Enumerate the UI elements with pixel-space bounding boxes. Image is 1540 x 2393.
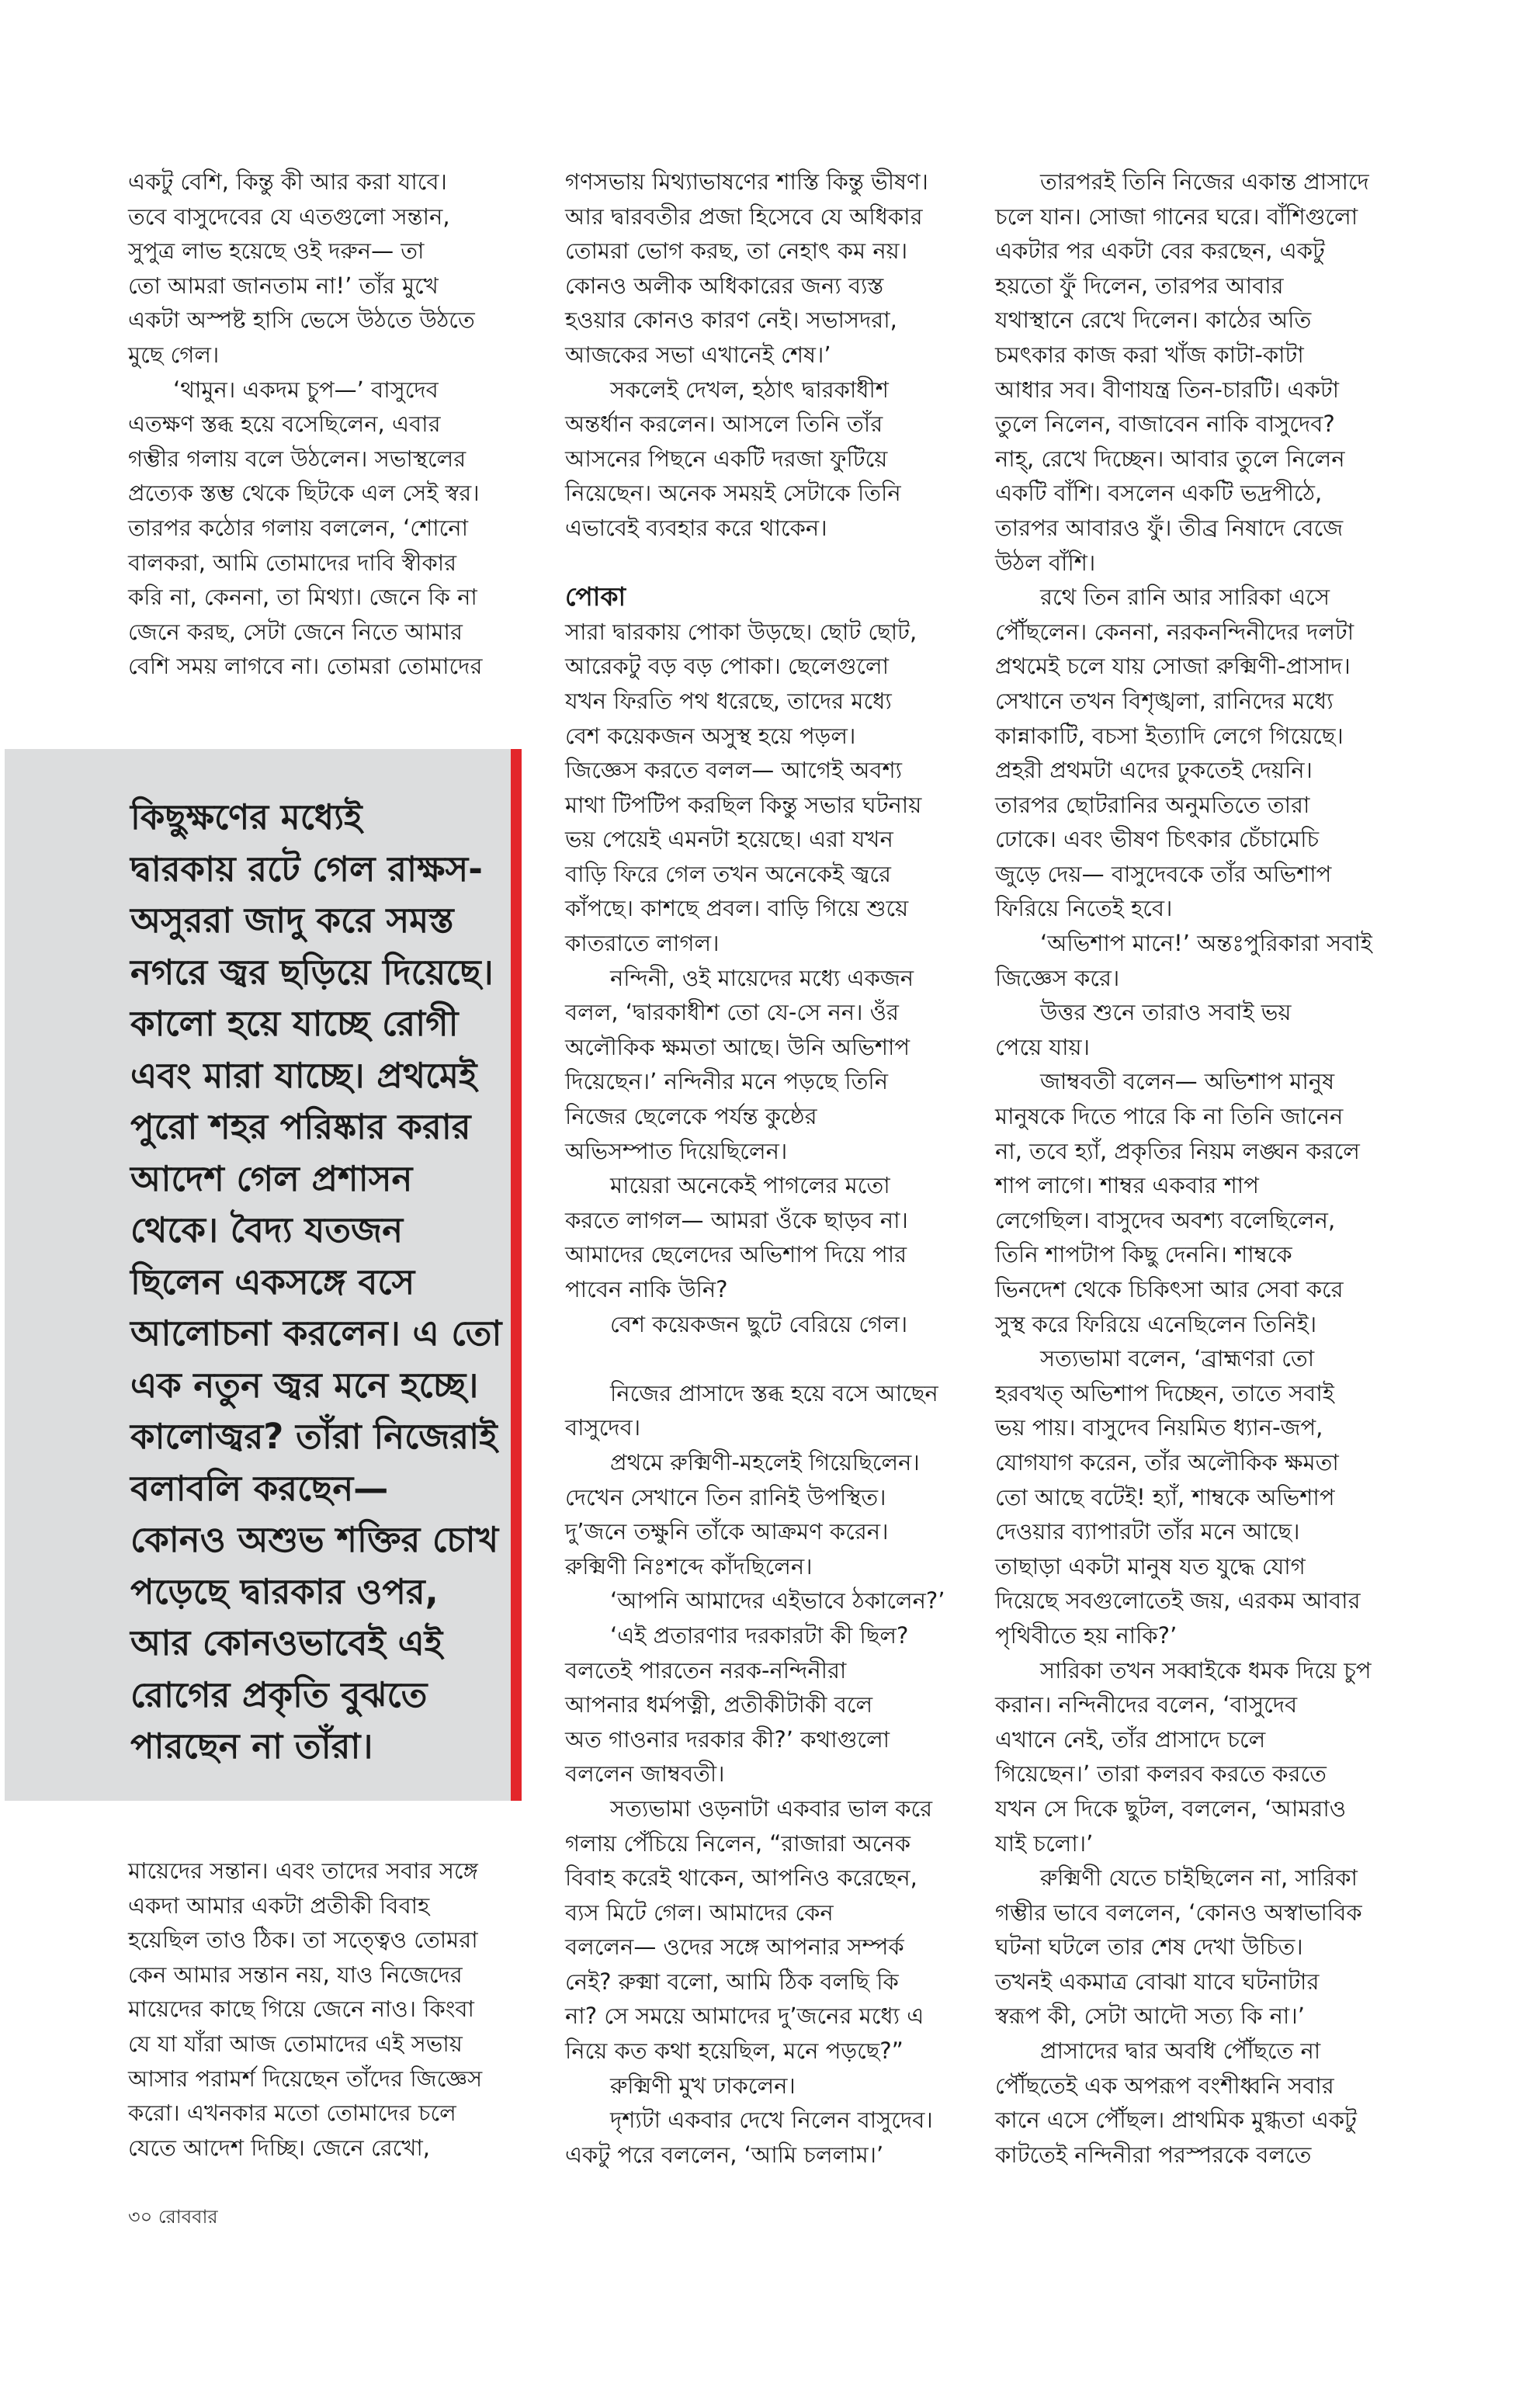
text-line: তুলে নিলেন, বাজাবেন নাকি বাসুদেব? — [995, 411, 1335, 438]
text-line: অত গাওনার দরকার কী?’ কথাগুলো — [565, 1725, 890, 1753]
page-number: ৩০ — [128, 2206, 153, 2228]
text-line: পুরো শহর পরিষ্কার করার — [130, 1106, 471, 1147]
text-line: জুড়ে দেয়— বাসুদেবকে তাঁর অভিশাপ — [995, 860, 1332, 887]
text-line: আদেশ গেল প্রশাসন — [130, 1157, 413, 1199]
text-line: বালকরা, আমি তোমাদের দাবি স্বীকার — [128, 549, 457, 576]
text-line: সকলেই দেখল, হঠাৎ দ্বারকাধীশ — [610, 376, 889, 403]
text-line: ঢোকে। এবং ভীষণ চিৎকার চেঁচামেচি — [995, 826, 1320, 853]
blank-line — [565, 546, 969, 581]
text-line: আসনের পিছনে একটি দরজা ফুটিয়ে — [565, 445, 888, 472]
text-line: পৌঁছলেন। কেননা, নরকনন্দিনীদের দলটা — [995, 618, 1354, 645]
text-line: হরবখত্ অভিশাপ দিচ্ছেন, তাতে সবাই — [995, 1379, 1334, 1406]
text-line: তো আছে বটেই! হ্যাঁ, শাম্বকে অভিশাপ — [995, 1483, 1335, 1510]
magazine-name: রোববার — [158, 2206, 218, 2228]
text-line: ‘আপনি আমাদের এইভাবে ঠকালেন?’ — [610, 1587, 945, 1614]
text-line: তোমরা ভোগ করছ, তা নেহাৎ কম নয়। — [565, 238, 908, 265]
text-line: ‘অভিশাপ মানে!’ অন্তঃপুরিকারা সবাই — [1040, 930, 1372, 957]
text-line: বাসুদেব। — [565, 1414, 641, 1441]
text-line: কানে এসে পৌঁছল। প্রাথমিক মুগ্ধতা একটু — [995, 2107, 1357, 2134]
text-line: প্রথমে রুক্মিণী-মহলেই গিয়েছিলেন। — [610, 1448, 920, 1476]
text-line: দিয়েছেন।’ নন্দিনীর মনে পড়ছে তিনি — [565, 1068, 889, 1095]
text-line: সত্যভামা ওড়নাটা একবার ভাল করে — [610, 1795, 933, 1822]
text-line: জিজ্ঞেস করতে বলল— আগেই অবশ্য — [565, 757, 903, 784]
text-line: বলতেই পারতেন নরক-নন্দিনীরা — [565, 1656, 847, 1684]
pull-quote-accent-bar — [511, 749, 522, 1801]
text-line: নেই? রুক্মা বলো, আমি ঠিক বলছি কি — [565, 1968, 899, 1995]
text-line: গিয়েছেন।’ তারা কলরব করতে করতে — [995, 1760, 1327, 1788]
text-line: সুস্থ করে ফিরিয়ে এনেছিলেন তিনিই। — [995, 1310, 1317, 1337]
text-line: অলৌকিক ক্ষমতা আছে। উনি অভিশাপ — [565, 1033, 910, 1060]
text-line: কাঁপছে। কাশছে প্রবল। বাড়ি গিয়ে শুয়ে — [565, 895, 909, 922]
text-line: তারপর আবারও ফুঁ। তীব্র নিষাদে বেজে — [995, 514, 1344, 541]
text-line: বেশ কয়েকজন অসুস্থ হয়ে পড়ল। — [565, 722, 856, 749]
text-line: কোনও অশুভ শক্তির চোখ — [130, 1519, 499, 1560]
text-line: স্বরূপ কী, সেটা আদৌ সত্য কি না।’ — [995, 2003, 1305, 2030]
text-line: নিজের প্রাসাদে স্তব্ধ হয়ে বসে আছেন — [610, 1379, 938, 1406]
text-line: বেশি সময় লাগবে না। তোমরা তোমাদের — [128, 653, 483, 680]
text-line: পড়েছে দ্বারকার ওপর, — [130, 1570, 439, 1612]
text-line: ‘এই প্রতারণার দরকারটা কী ছিল? — [610, 1621, 909, 1649]
text-line: বললেন— ওদের সঙ্গে আপনার সম্পর্ক — [565, 1933, 904, 1961]
text-line: পাবেন নাকি উনি? — [565, 1276, 728, 1302]
text-line: গম্ভীর গলায় বলে উঠলেন। সভাস্থলের — [128, 445, 467, 472]
text-line: দিয়েছে সবগুলোতেই জয়, এরকম আবার — [995, 1587, 1361, 1614]
text-line: যে যা যাঁরা আজ তোমাদের এই সভায় — [128, 2030, 463, 2057]
text-line: জাম্ববতী বলেন— অভিশাপ মানুষ — [1040, 1068, 1335, 1095]
text-line: বললেন জাম্ববতী। — [565, 1760, 725, 1788]
page-footer — [128, 2203, 218, 2234]
text-line: করান। নন্দিনীদের বলেন, ‘বাসুদেব — [995, 1691, 1298, 1718]
text-line: প্রথমেই চলে যায় সোজা রুক্মিণী-প্রাসাদ। — [995, 653, 1351, 680]
text-line: বেশ কয়েকজন ছুটে বেরিয়ে গেল। — [610, 1310, 908, 1337]
text-line: আলোচনা করলেন। এ তো — [130, 1313, 502, 1354]
text-line: রুক্মিণী নিঃশব্দে কাঁদছিলেন। — [565, 1552, 813, 1580]
text-line: হয়তো ফুঁ দিলেন, তারপর আবার — [995, 272, 1284, 299]
text-line: ফিরিয়ে নিতেই হবে। — [995, 895, 1173, 922]
text-line: গণসভায় মিথ্যাভাষণের শাস্তি কিন্তু ভীষণ। — [565, 168, 928, 195]
text-line: যেতে আদেশ দিচ্ছি। জেনে রেখো, — [128, 2134, 431, 2161]
text-line: নগরে জ্বর ছড়িয়ে দিয়েছে। — [130, 951, 494, 993]
column-1-top — [128, 165, 532, 684]
text-line: কেন আমার সন্তান নয়, যাও নিজেদের — [128, 1961, 463, 1988]
text-line: দৃশ্যটা একবার দেখে নিলেন বাসুদেব। — [610, 2107, 933, 2134]
text-line: নিয়েছেন। অনেক সময়ই সেটাকে তিনি — [565, 480, 901, 507]
text-line: কালোজ্বর? তাঁরা নিজেরাই — [130, 1416, 498, 1457]
column-1-bottom — [128, 1854, 532, 2165]
text-line: রুক্মিণী যেতে চাইছিলেন না, সারিকা — [1040, 1864, 1358, 1892]
text-line: বাড়ি ফিরে গেল তখন অনেকেই জ্বরে — [565, 860, 891, 887]
text-line: গলায় পেঁচিয়ে নিলেন, “রাজারা অনেক — [565, 1829, 910, 1857]
text-line: মায়েরা অনেকেই পাগলের মতো — [610, 1172, 890, 1199]
text-line: মায়েদের কাছে গিয়ে জেনে নাও। কিংবা — [128, 1996, 474, 2023]
text-line: একটি বাঁশি। বসলেন একটি ভদ্রপীঠে, — [995, 480, 1323, 507]
text-line: প্রাসাদের দ্বার অবধি পৌঁছতে না — [1040, 2038, 1321, 2065]
text-line: নিজের ছেলেকে পর্যন্ত কুষ্ঠের — [565, 1103, 817, 1130]
text-line: এখানে নেই, তাঁর প্রাসাদে চলে — [995, 1725, 1266, 1753]
text-line: দেখেন সেখানে তিন রানিই উপস্থিত। — [565, 1483, 886, 1510]
text-line: পারছেন না তাঁরা। — [130, 1725, 373, 1767]
text-line: নন্দিনী, ওই মায়েদের মধ্যে একজন — [610, 964, 914, 991]
text-line: কালো হয়ে যাচ্ছে রোগী — [130, 1003, 459, 1044]
text-line: যখন সে দিকে ছুটল, বললেন, ‘আমরাও — [995, 1795, 1347, 1822]
text-line: চমৎকার কাজ করা খাঁজ কাটা-কাটা — [995, 341, 1304, 368]
text-line: আপনার ধর্মপত্নী, প্রতীকীটাকী বলে — [565, 1691, 873, 1718]
text-line: তারপর ছোটরানির অনুমতিতে তারা — [995, 791, 1310, 818]
text-line: এবং মারা যাচ্ছে। প্রথমেই — [130, 1054, 477, 1096]
text-line: সারা দ্বারকায় পোকা উড়ছে। ছোট ছোট, — [565, 618, 917, 645]
text-line: এতক্ষণ স্তব্ধ হয়ে বসেছিলেন, এবার — [128, 411, 441, 438]
text-line: জেনে করছ, সেটা জেনে নিতে আমার — [128, 618, 463, 645]
text-line: করি না, কেননা, তা মিথ্যা। জেনে কি না — [128, 584, 477, 611]
text-line: বিবাহ করেই থাকেন, আপনিও করেছেন, — [565, 1864, 917, 1892]
column-3 — [995, 165, 1399, 2172]
text-line: আর কোনওভাবেই এই — [130, 1622, 443, 1663]
text-line: প্রত্যেক স্তম্ভ থেকে ছিটকে এল সেই স্বর। — [128, 480, 480, 507]
text-line: তাছাড়া একটা মানুষ যত যুদ্ধে যোগ — [995, 1552, 1306, 1580]
text-line: সুপুত্র লাভ হয়েছে ওই দরুন— তা — [128, 238, 425, 265]
text-line: ভিনদেশ থেকে চিকিৎসা আর সেবা করে — [995, 1276, 1344, 1302]
text-line: গম্ভীর ভাবে বললেন, ‘কোনও অস্বাভাবিক — [995, 1899, 1362, 1926]
text-line: আধার সব। বীণাযন্ত্র তিন-চারটি। একটা — [995, 376, 1340, 403]
text-line: জিজ্ঞেস করে। — [995, 964, 1120, 991]
text-line: ছিলেন একসঙ্গে বসে — [130, 1261, 415, 1302]
text-line: রোগের প্রকৃতি বুঝতে — [130, 1673, 428, 1715]
text-line: অভিসম্পাত দিয়েছিলেন। — [565, 1137, 788, 1164]
text-line: প্রহরী প্রথমটা এদের ঢুকতেই দেয়নি। — [995, 757, 1313, 784]
text-line: দ্বারকায় রটে গেল রাক্ষস- — [130, 848, 483, 890]
text-line: নাহ্, রেখে দিচ্ছেন। আবার তুলে নিলেন — [995, 445, 1345, 472]
text-line: যখন ফিরতি পথ ধরেছে, তাদের মধ্যে — [565, 687, 892, 714]
text-line: নিয়ে কত কথা হয়েছিল, মনে পড়ছে?” — [565, 2038, 904, 2065]
text-line: আজকের সভা এখানেই শেষ।’ — [565, 341, 831, 368]
text-line: থেকে। বৈদ্য যতজন — [130, 1209, 404, 1250]
text-line: দু’জনে তক্ষুনি তাঁকে আক্রমণ করেন। — [565, 1518, 889, 1545]
text-line: মাথা টিপটিপ করছিল কিন্তু সভার ঘটনায় — [565, 791, 922, 818]
text-line: করতে লাগল— আমরা ওঁকে ছাড়ব না। — [565, 1206, 908, 1233]
text-line: একটু পরে বললেন, ‘আমি চললাম।’ — [565, 2141, 884, 2168]
text-line: অসুররা জাদু করে সমস্ত — [130, 900, 454, 941]
text-line: হওয়ার কোনও কারণ নেই। সভাসদরা, — [565, 307, 897, 334]
blank-line — [565, 1341, 969, 1376]
text-line: একটা অস্পষ্ট হাসি ভেসে উঠতে উঠতে — [128, 307, 475, 334]
text-line: করো। এখনকার মতো তোমাদের চলে — [128, 2100, 456, 2127]
text-line: যথাস্থানে রেখে দিলেন। কাঠের অতি — [995, 307, 1312, 334]
text-line: ‘থামুন। একদম চুপ—’ বাসুদেব — [173, 376, 439, 403]
text-line: সেখানে তখন বিশৃঙ্খলা, রানিদের মধ্যে — [995, 687, 1334, 714]
text-line: উত্তর শুনে তারাও সবাই ভয় — [1040, 999, 1292, 1026]
text-line: মুছে গেল। — [128, 341, 220, 368]
text-line: একটু বেশি, কিন্তু কী আর করা যাবে। — [128, 168, 447, 195]
text-line: কান্নাকাটি, বচসা ইত্যাদি লেগে গিয়েছে। — [995, 722, 1344, 749]
text-line: না, তবে হ্যাঁ, প্রকৃতির নিয়ম লঙ্ঘন করলে — [995, 1137, 1360, 1164]
text-line: মানুষকে দিতে পারে কি না তিনি জানেন — [995, 1103, 1344, 1130]
text-line: পৌঁছতেই এক অপরূপ বংশীধ্বনি সবার — [995, 2072, 1334, 2099]
text-line: আসার পরামর্শ দিয়েছেন তাঁদের জিজ্ঞেস — [128, 2065, 483, 2092]
text-line: আর দ্বারবতীর প্রজা হিসেবে যে অধিকার — [565, 203, 923, 230]
text-line: রুক্মিণী মুখ ঢাকলেন। — [610, 2072, 796, 2099]
text-line: কিছুক্ষণের মধ্যেই — [130, 796, 362, 838]
text-line: শাপ লাগে। শাম্বর একবার শাপ — [995, 1172, 1259, 1199]
text-line: ভয় পায়। বাসুদেব নিয়মিত ধ্যান-জপ, — [995, 1414, 1323, 1441]
text-line: পেয়ে যায়। — [995, 1033, 1090, 1060]
text-line: তখনই একমাত্র বোঝা যাবে ঘটনাটার — [995, 1968, 1320, 1995]
text-line: কাটতেই নন্দিনীরা পরস্পরকে বলতে — [995, 2141, 1312, 2168]
text-line: দেওয়ার ব্যাপারটা তাঁর মনে আছে। — [995, 1518, 1300, 1545]
text-line: ব্যস মিটে গেল। আমাদের কেন — [565, 1899, 834, 1926]
text-line: চলে যান। সোজা গানের ঘরে। বাঁশিগুলো — [995, 203, 1358, 230]
text-line: ঘটনা ঘটলে তার শেষ দেখা উচিত। — [995, 1933, 1303, 1961]
text-line: এক নতুন জ্বর মনে হচ্ছে। — [130, 1364, 479, 1406]
text-line: সত্যভামা বলেন, ‘ব্রাহ্মণরা তো — [1040, 1345, 1315, 1372]
text-line: বলাবলি করছেন— — [130, 1467, 389, 1509]
text-line: তবে বাসুদেবের যে এতগুলো সন্তান, — [128, 203, 450, 230]
text-line: তারপরই তিনি নিজের একান্ত প্রাসাদে — [1040, 168, 1369, 195]
text-line: সারিকা তখন সব্বাইকে ধমক দিয়ে চুপ — [1040, 1656, 1372, 1684]
section-heading: পোকা — [565, 581, 626, 612]
text-line: তারপর কঠোর গলায় বললেন, ‘শোনো — [128, 514, 469, 541]
text-line: একদা আমার একটা প্রতীকী বিবাহ — [128, 1892, 430, 1919]
text-line: ভয় পেয়েই এমনটা হয়েছে। এরা যখন — [565, 826, 893, 853]
text-line: উঠল বাঁশি। — [995, 549, 1096, 576]
text-line: পৃথিবীতে হয় নাকি?’ — [995, 1621, 1178, 1649]
text-line: লেগেছিল। বাসুদেব অবশ্য বলেছিলেন, — [995, 1206, 1336, 1233]
text-line: আমাদের ছেলেদের অভিশাপ দিয়ে পার — [565, 1241, 907, 1268]
text-line: তিনি শাপটাপ কিছু দেননি। শাম্বকে — [995, 1241, 1292, 1268]
text-line: রথে তিন রানি আর সারিকা এসে — [1040, 584, 1330, 611]
text-line: যাই চলো।’ — [995, 1829, 1094, 1857]
text-line: আরেকটু বড় বড় পোকা। ছেলেগুলো — [565, 653, 890, 680]
text-line: অন্তর্ধান করলেন। আসলে তিনি তাঁর — [565, 411, 883, 438]
text-line: যোগযাগ করেন, তাঁর অলৌকিক ক্ষমতা — [995, 1448, 1339, 1476]
text-line: হয়েছিল তাও ঠিক। তা সত্ত্বেও তোমরা — [128, 1927, 478, 1954]
text-line: মায়েদের সন্তান। এবং তাদের সবার সঙ্গে — [128, 1857, 478, 1884]
text-line: এভাবেই ব্যবহার করে থাকেন। — [565, 514, 827, 541]
text-line: একটার পর একটা বের করছেন, একটু — [995, 238, 1325, 265]
text-line: তো আমরা জানতাম না!’ তাঁর মুখে — [128, 272, 439, 299]
pull-quote — [130, 792, 501, 1773]
column-2 — [565, 165, 969, 2172]
text-line: না? সে সময়ে আমাদের দু’জনের মধ্যে এ — [565, 2003, 924, 2030]
text-line: কাতরাতে লাগল। — [565, 930, 720, 957]
text-line: কোনও অলীক অধিকারের জন্য ব্যস্ত — [565, 272, 884, 299]
text-line: বলল, ‘দ্বারকাধীশ তো যে-সে নন। ওঁর — [565, 999, 899, 1026]
